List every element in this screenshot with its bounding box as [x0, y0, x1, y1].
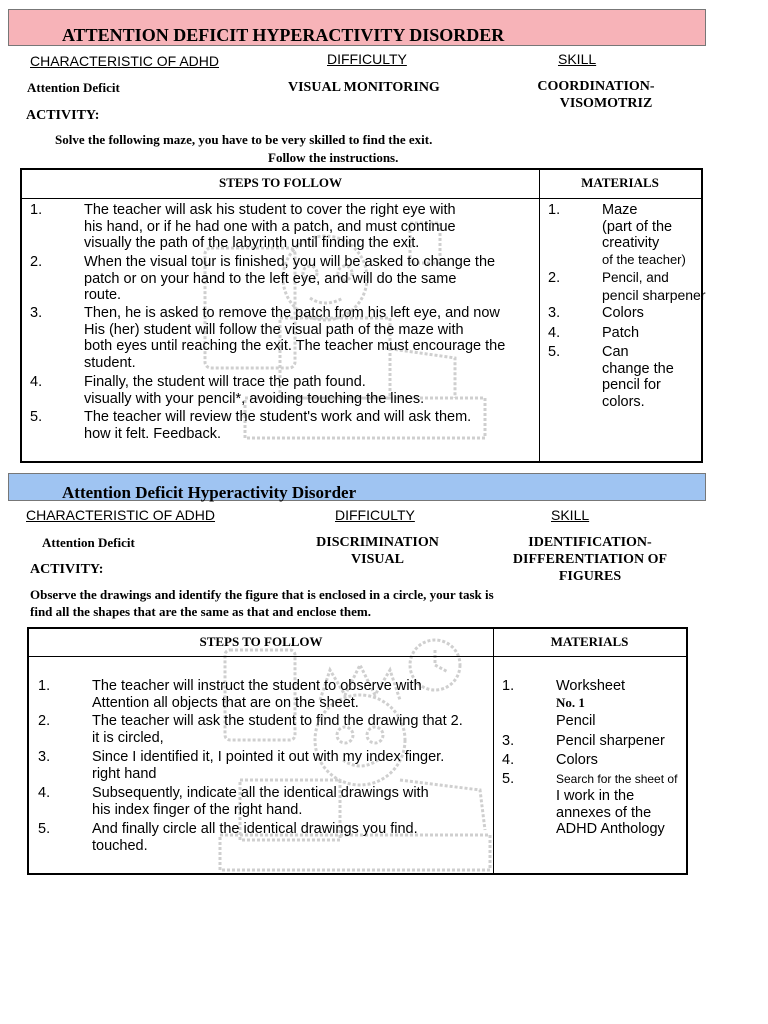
step-line: student. [84, 354, 136, 371]
step-item [84, 374, 424, 407]
table1-header-line [22, 198, 701, 199]
material-line: of the teacher) [602, 251, 686, 267]
step-item [84, 305, 505, 371]
activity-instruction-line2: find all the shapes that are the same as that and enclose them. [30, 604, 372, 619]
material-line: annexes of the [556, 804, 652, 821]
skill-value-line2: DIFFERENTIATION OF [512, 552, 668, 567]
skill-label: SKILL [551, 507, 590, 523]
material-number: 5. [502, 771, 515, 787]
step-item [92, 749, 444, 782]
step-item [84, 409, 471, 442]
step-line: his hand, or if he had one with a patch, and must continue [84, 218, 456, 235]
activity-instruction-line1: Observe the drawings and identify the figure that is enclosed in a circle, your task is [30, 587, 494, 602]
section1-title: ATTENTION DEFICIT HYPERACTIVITY DISORDER [62, 25, 505, 45]
skill-value-line1: COORDINATION- [537, 79, 655, 94]
material-number: 4. [502, 752, 515, 768]
step-line: touched. [92, 837, 148, 854]
material-line: ADHD Anthology [556, 821, 665, 837]
material-line: Maze [602, 202, 638, 218]
step-number: 5. [30, 409, 43, 425]
material-item [602, 344, 674, 410]
step-line: right hand [92, 765, 157, 782]
table1-divider [539, 170, 540, 461]
step-line: The teacher will ask his student to cover the right eye with [84, 202, 456, 218]
step-item [92, 785, 429, 818]
material-line: colors. [602, 393, 645, 410]
material-number: 2. [548, 270, 561, 286]
material-number: 1. [548, 202, 561, 218]
char-value: Attention Deficit [27, 80, 120, 95]
char-value: Attention Deficit [42, 535, 135, 550]
skill-value-line3: FIGURES [558, 569, 622, 584]
material-number: 5. [548, 344, 561, 360]
material-number: 4. [548, 325, 561, 341]
step-number: 1. [30, 202, 43, 218]
material-line: pencil sharpener [602, 286, 706, 303]
material-number: 1. [502, 678, 515, 694]
step-line: his index finger of the right hand. [92, 801, 303, 818]
char-label: CHARACTERISTIC OF ADHD [30, 53, 220, 69]
step-line: both eyes until reaching the exit. The teacher must encourage the [84, 338, 506, 354]
step-line: patch or on your hand to the left eye, and will do the same [84, 270, 457, 287]
skill-value-line2: VISOMOTRIZ [559, 96, 653, 111]
difficulty-label: DIFFICULTY [327, 51, 407, 67]
step-line: Since I identified it, I pointed it out with my index finger. [92, 749, 445, 765]
material-item [602, 202, 686, 268]
step-item [84, 254, 495, 304]
material-number: 3. [548, 305, 561, 321]
steps-header: STEPS TO FOLLOW [218, 175, 343, 190]
step-line: Attention all objects that are on the sheet. [92, 694, 359, 711]
step-item [92, 821, 418, 854]
material-line: Can [602, 344, 629, 360]
step-line: His (her) student will follow the visual path of the maze with [84, 321, 464, 338]
material-line: Worksheet [556, 678, 626, 694]
difficulty-value-line1: DISCRIMINATION [316, 535, 439, 550]
table2-header-line [29, 656, 686, 657]
char-label: CHARACTERISTIC OF ADHD [26, 507, 216, 523]
material-line: creativity [602, 235, 660, 251]
material-line: Colors [602, 305, 644, 321]
activity-label: ACTIVITY: [30, 562, 104, 577]
table2-divider [493, 629, 494, 873]
step-number: 4. [30, 374, 43, 390]
step-number: 2. [38, 713, 51, 729]
step-number: 4. [38, 785, 51, 801]
step-number: 2. [30, 254, 43, 270]
material-line: I work in the [556, 788, 635, 804]
section2-title: Attention Deficit Hyperactivity Disorder [62, 483, 357, 502]
step-number: 1. [38, 678, 51, 694]
step-line: And finally circle all the identical drawings you find. [92, 821, 418, 837]
materials-header: MATERIALS [581, 175, 659, 190]
activity-label: ACTIVITY: [26, 108, 100, 123]
material-item [556, 788, 665, 838]
steps-header: STEPS TO FOLLOW [199, 634, 323, 649]
step-line: Subsequently, indicate all the identical drawings with [92, 785, 429, 801]
step-number: 5. [38, 821, 51, 837]
difficulty-value: VISUAL MONITORING [288, 80, 440, 95]
activity-instruction-line2: Follow the instructions. [268, 150, 399, 165]
material-line: Patch [602, 325, 640, 341]
step-item [84, 202, 456, 252]
material-item [602, 270, 706, 303]
step-line: The teacher will review the student's work and will ask them. [84, 409, 472, 425]
step-item [92, 713, 463, 746]
material-line: (part of the [602, 218, 673, 235]
step-line: Then, he is asked to remove the patch from his left eye, and now [84, 305, 500, 321]
step-line: The teacher will instruct the student to observe with [92, 678, 422, 694]
material-line: Pencil [556, 713, 596, 729]
step-line: visually with your pencil*, avoiding touching the lines. [84, 390, 425, 407]
material-line: No. 1 [556, 695, 585, 710]
step-line: it is circled, [92, 729, 164, 746]
material-line: Pencil, and [602, 270, 669, 285]
materials-header: MATERIALS [550, 634, 629, 649]
step-line: When the visual tour is finished, you will be asked to change the [84, 254, 496, 270]
step-line: visually the path of the labyrinth until finding the exit. [84, 235, 420, 251]
difficulty-label: DIFFICULTY [335, 507, 415, 523]
step-number: 3. [30, 305, 43, 321]
step-line: route. [84, 287, 122, 303]
step-number: 3. [38, 749, 51, 765]
activity-instruction-line1: Solve the following maze, you have to be very skilled to find the exit. [55, 132, 433, 147]
material-line: Pencil sharpener [556, 733, 665, 749]
step-line: The teacher will ask the student to find the drawing that 2. [92, 713, 463, 729]
material-line: pencil for [602, 377, 661, 393]
material-line: Colors [556, 752, 598, 768]
skill-label: SKILL [558, 51, 597, 67]
difficulty-value-line2: VISUAL [351, 552, 404, 567]
material-line: Search for the sheet of [556, 772, 678, 786]
step-line: Finally, the student will trace the path found. [84, 374, 366, 390]
step-line: how it felt. Feedback. [84, 425, 222, 442]
skill-value-line1: IDENTIFICATION- [528, 535, 652, 550]
step-item [92, 678, 422, 711]
material-line: change the [602, 360, 674, 377]
material-number: 3. [502, 733, 515, 749]
